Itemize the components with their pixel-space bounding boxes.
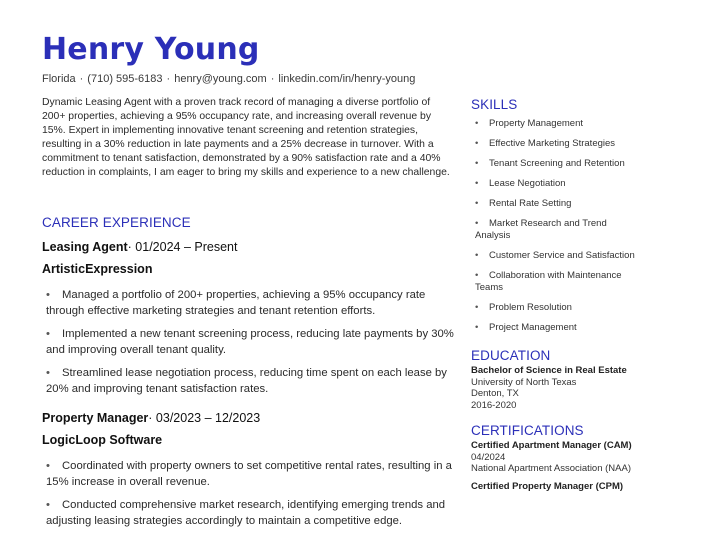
- candidate-name: Henry Young: [42, 32, 260, 67]
- job-role: Leasing Agent: [42, 240, 128, 254]
- skill-item: • Problem Resolution: [475, 302, 572, 313]
- bullet-dot: •: [475, 158, 479, 169]
- bullet-dot: •: [46, 460, 50, 472]
- job-bullet: • Conducted comprehensive market research, identifying emerging trends and adjusting leasing strategies accordingly to maintain a competitive edge.: [46, 499, 446, 527]
- bullet-dot: •: [46, 328, 50, 340]
- contact-linkedin[interactable]: linkedin.com/in/henry-young: [278, 73, 416, 85]
- certification-name: Certified Property Manager (CPM): [471, 480, 624, 492]
- contact-separator: ·: [270, 73, 275, 85]
- skill-item: • Collaboration with Maintenance Teams: [475, 270, 622, 293]
- skills-list: [471, 118, 641, 334]
- job-dates: · 03/2023 – 12/2023: [148, 411, 261, 425]
- job-bullet: • Streamlined lease negotiation process, reducing time spent on each lease by 20% and improving tenant satisfaction rates.: [46, 367, 447, 395]
- skill-item: • Property Management: [475, 118, 583, 129]
- professional-summary: Dynamic Leasing Agent with a proven track record of managing a diverse portfolio of 200+ properties, achieving a 95% occupancy rate, and increasing overall revenue by 15%. Expert in implementing innovative tenant screening and retention strategies, resulting in a 30% reduction in late payments and a 25% decrease in turnover. With a commitment to tenant satisfaction, demonstrated by a 90% satisfaction rate and a 40% reduction in complaints, I am eager to bring my skills and experience to a new challenge.: [42, 97, 450, 178]
- skills-heading: SKILLS: [471, 97, 518, 112]
- contact-phone: (710) 595-6183: [87, 73, 163, 85]
- education-location: Denton, TX: [471, 388, 519, 399]
- job-company: LogicLoop Software: [42, 433, 163, 447]
- certification-issuer: National Apartment Association (NAA): [471, 463, 631, 474]
- skill-item: • Customer Service and Satisfaction: [475, 250, 635, 261]
- job-bullets: [42, 288, 457, 397]
- job-entry: [42, 411, 457, 529]
- contact-location: Florida: [42, 73, 76, 85]
- education-dates: 2016-2020: [471, 399, 517, 411]
- sidebar: [471, 97, 641, 492]
- bullet-dot: •: [475, 138, 479, 149]
- bullet-dot: •: [46, 289, 50, 301]
- bullet-dot: •: [475, 198, 479, 209]
- contact-line: [42, 73, 415, 85]
- certification-date: 04/2024: [471, 451, 506, 463]
- education-entry: [471, 365, 641, 411]
- contact-email[interactable]: henry@young.com: [174, 73, 267, 85]
- job-company: ArtisticExpression: [42, 262, 153, 276]
- skill-item: • Rental Rate Setting: [475, 198, 572, 209]
- skill-item: • Effective Marketing Strategies: [475, 138, 616, 149]
- certification-name: Certified Apartment Manager (CAM): [471, 440, 632, 451]
- education-school: University of North Texas: [471, 376, 577, 388]
- experience-section: [42, 215, 457, 537]
- education-heading: EDUCATION: [471, 348, 551, 363]
- job-dates: · 01/2024 – Present: [127, 240, 238, 254]
- education-degree: Bachelor of Science in Real Estate: [471, 365, 627, 376]
- skill-item: • Tenant Screening and Retention: [475, 158, 625, 169]
- job-entry: [42, 240, 457, 397]
- job-bullet: • Coordinated with property owners to set competitive rental rates, resulting in a 15% increase in overall revenue.: [46, 460, 452, 488]
- bullet-dot: •: [475, 218, 479, 229]
- bullet-dot: •: [46, 499, 50, 511]
- experience-heading: CAREER EXPERIENCE: [42, 215, 191, 230]
- job-heading: [42, 240, 457, 254]
- bullet-dot: •: [475, 178, 479, 189]
- job-bullets: [42, 459, 457, 529]
- skill-item: • Project Management: [475, 322, 577, 333]
- bullet-dot: •: [475, 250, 479, 261]
- job-heading: [42, 411, 457, 425]
- certification-entry: [471, 481, 641, 493]
- bullet-dot: •: [475, 302, 479, 313]
- job-bullet: • Managed a portfolio of 200+ properties, achieving a 95% occupancy rate through effective marketing strategies and tenant retention efforts.: [46, 289, 426, 317]
- bullet-dot: •: [46, 367, 50, 379]
- bullet-dot: •: [475, 270, 479, 281]
- bullet-dot: •: [475, 118, 479, 129]
- skill-item: • Market Research and Trend Analysis: [475, 218, 607, 241]
- certifications-heading: CERTIFICATIONS: [471, 423, 584, 438]
- contact-separator: ·: [166, 73, 171, 85]
- job-role: Property Manager: [42, 411, 149, 425]
- bullet-dot: •: [475, 322, 479, 333]
- contact-separator: ·: [79, 73, 84, 85]
- job-bullet: • Implemented a new tenant screening process, reducing late payments by 30% and improving overall tenant quality.: [46, 328, 454, 356]
- skill-item: • Lease Negotiation: [475, 178, 566, 189]
- certification-entry: [471, 440, 641, 475]
